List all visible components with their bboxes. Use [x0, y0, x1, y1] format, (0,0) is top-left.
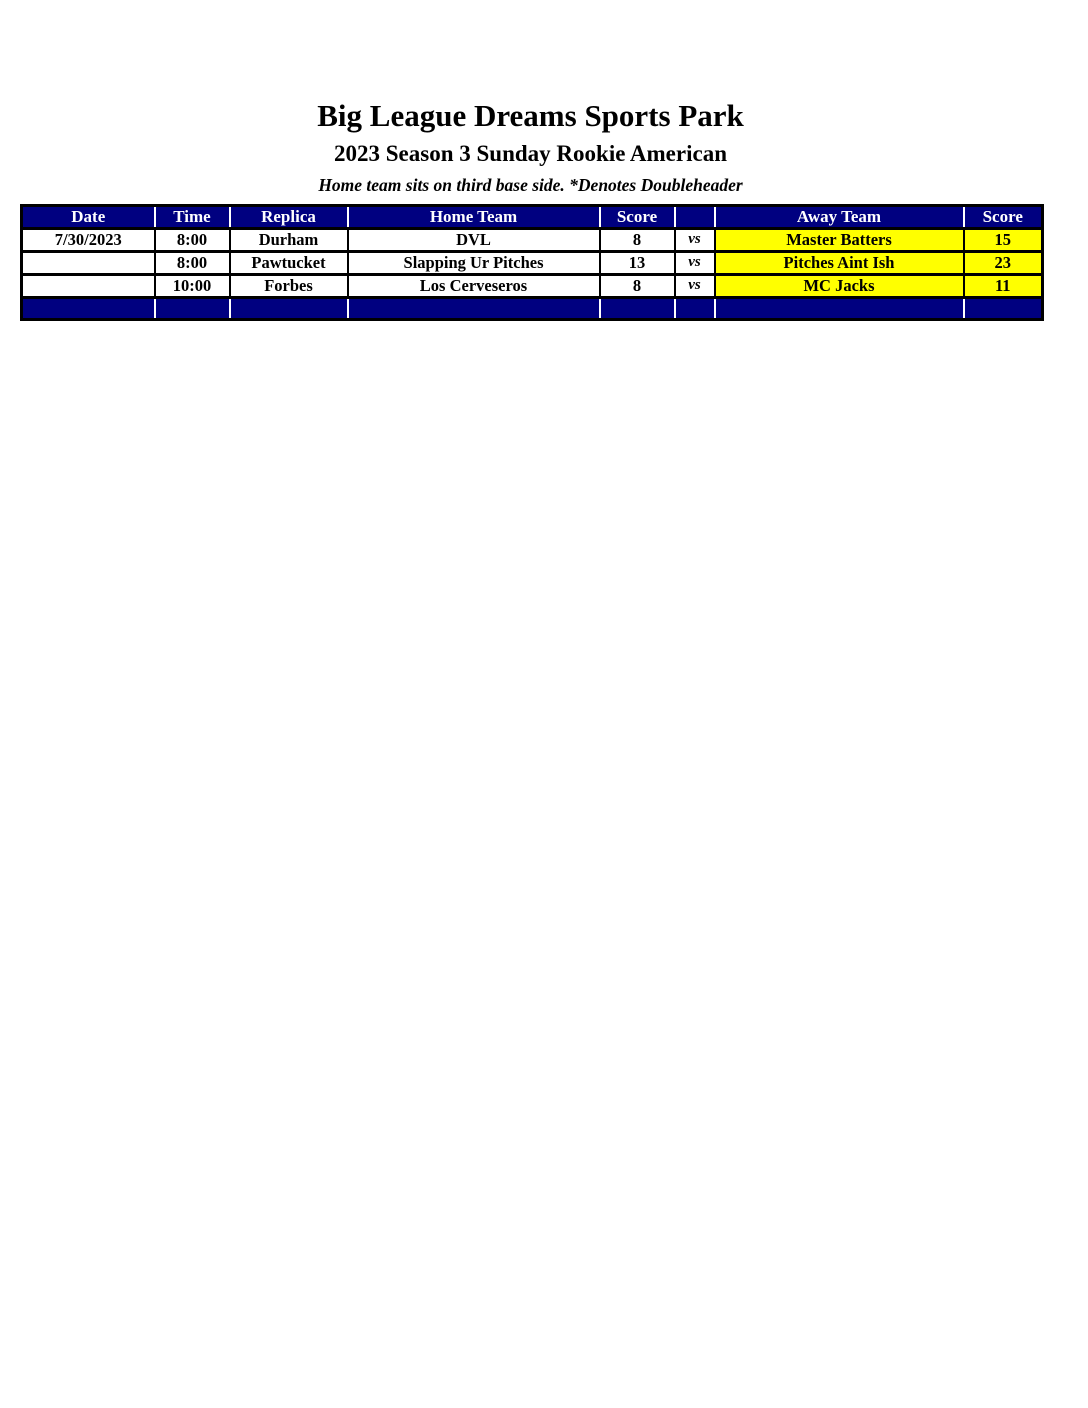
vs-label: vs: [675, 251, 715, 274]
home-team: Slapping Ur Pitches: [348, 251, 600, 274]
game-date: [22, 251, 155, 274]
footer-cell: [715, 297, 964, 319]
page-subtitle: 2023 Season 3 Sunday Rookie American: [334, 140, 727, 166]
away-team: Pitches Aint Ish: [715, 251, 964, 274]
game-replica: Pawtucket: [230, 251, 348, 274]
game-replica: Durham: [230, 228, 348, 251]
table-footer-row: [22, 297, 1043, 319]
schedule-table: [20, 204, 1044, 321]
away-score: 15: [964, 228, 1043, 251]
home-score: 13: [600, 251, 675, 274]
game-time: 8:00: [155, 251, 230, 274]
footer-cell: [155, 297, 230, 319]
footer-cell: [675, 297, 715, 319]
col-header-away-score: Score: [964, 205, 1043, 228]
away-team: MC Jacks: [715, 274, 964, 297]
footer-cell: [230, 297, 348, 319]
home-team: Los Cerveseros: [348, 274, 600, 297]
footer-cell: [22, 297, 155, 319]
col-header-home-team: Home Team: [348, 205, 600, 228]
away-team: Master Batters: [715, 228, 964, 251]
away-score: 23: [964, 251, 1043, 274]
game-date: [22, 274, 155, 297]
col-header-away-team: Away Team: [715, 205, 964, 228]
game-row: [22, 274, 1043, 297]
game-time: 10:00: [155, 274, 230, 297]
game-time: 8:00: [155, 228, 230, 251]
game-row: [22, 251, 1043, 274]
col-header-vs: [675, 205, 715, 228]
footer-cell: [964, 297, 1043, 319]
game-row: [22, 228, 1043, 251]
page-title: Big League Dreams Sports Park: [317, 98, 744, 133]
footer-cell: [600, 297, 675, 319]
col-header-home-score: Score: [600, 205, 675, 228]
vs-label: vs: [675, 274, 715, 297]
table-header-row: [22, 205, 1043, 228]
footer-cell: [348, 297, 600, 319]
game-replica: Forbes: [230, 274, 348, 297]
away-score: 11: [964, 274, 1043, 297]
home-score: 8: [600, 228, 675, 251]
col-header-time: Time: [155, 205, 230, 228]
home-team: DVL: [348, 228, 600, 251]
home-score: 8: [600, 274, 675, 297]
game-date: 7/30/2023: [22, 228, 155, 251]
vs-label: vs: [675, 228, 715, 251]
schedule-content: [20, 98, 1041, 321]
schedule-note: Home team sits on third base side. *Denotes Doubleheader: [318, 174, 743, 195]
col-header-replica: Replica: [230, 205, 348, 228]
col-header-date: Date: [22, 205, 155, 228]
